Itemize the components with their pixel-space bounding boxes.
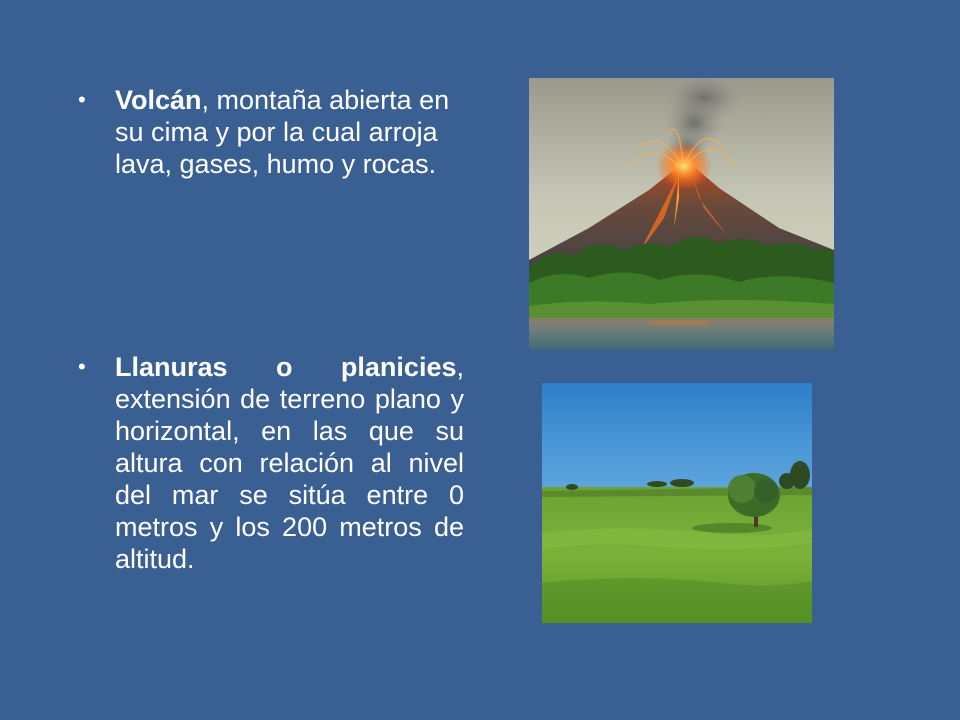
bullet-text: , extensión de terreno plano y horizontal, en las que su altura con relación al nivel del mar se sitúa entre 0 metros y los 200 metros de altitud. (115, 352, 464, 574)
bullet-llanuras (78, 351, 464, 575)
bullet-marker: • (78, 354, 86, 379)
plain-photo (542, 383, 812, 623)
bullet-volcan (78, 84, 465, 180)
bullet-text: , montaña abierta en su cima y por la cual arroja lava, gases, humo y rocas. (115, 85, 450, 179)
bullet-term: Volcán (115, 85, 202, 115)
bullet-marker: • (78, 87, 86, 112)
bullet-term: Llanuras o planicies (115, 352, 457, 382)
volcano-photo (529, 78, 834, 350)
